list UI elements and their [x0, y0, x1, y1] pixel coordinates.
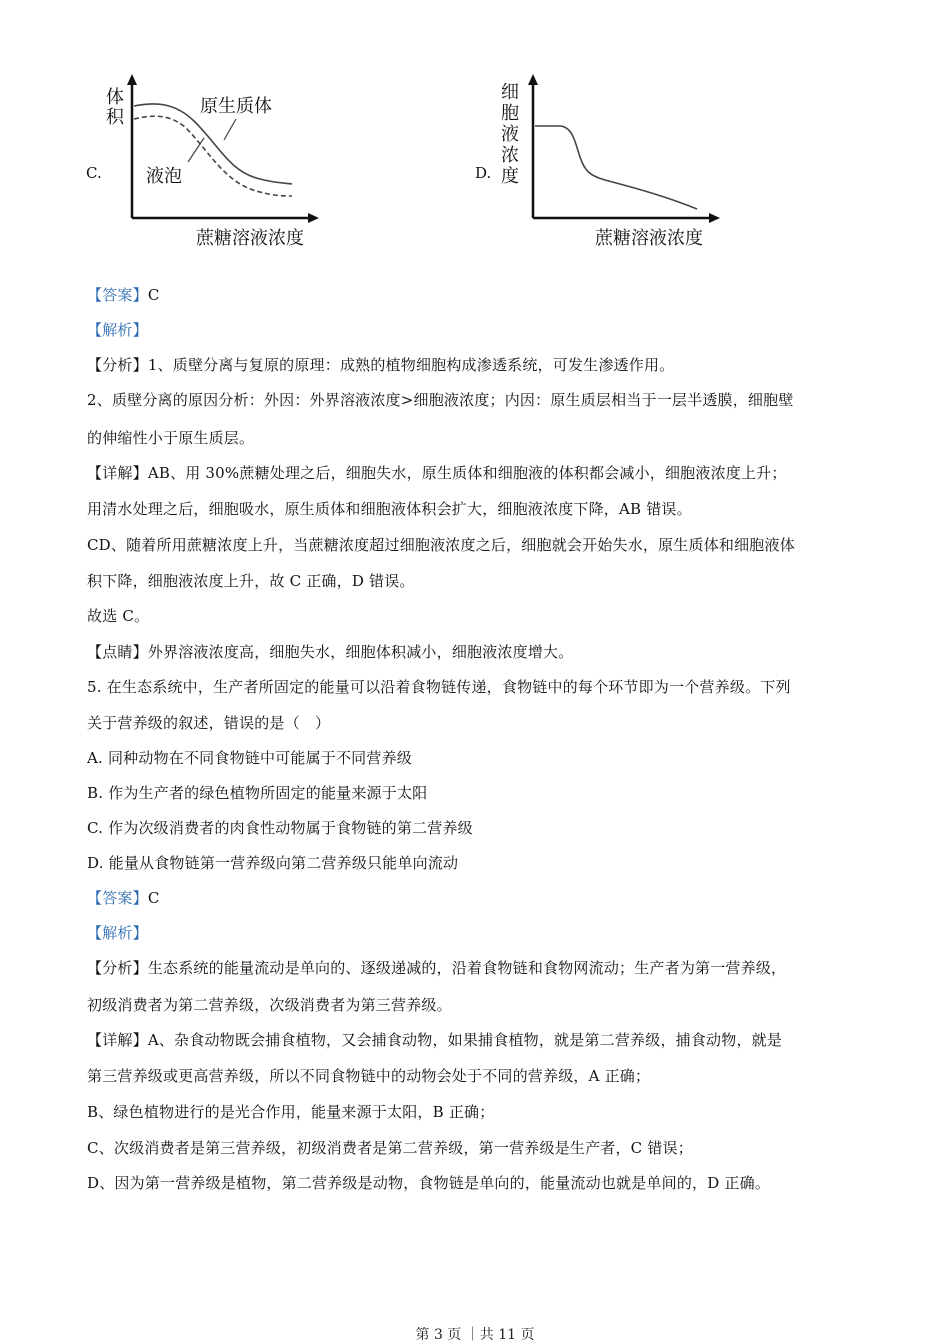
q5-fenxi-line-2: 初级消费者为第二营养级，次级消费者为第三营养级。 [87, 996, 452, 1014]
q4-fenxi-line-2: 2、质壁分离的原因分析：外因：外界溶液浓度>细胞液浓度；内因：原生质层相当于一层半透膜，细胞壁 [87, 391, 794, 409]
q5-option-d: D. 能量从食物链第一营养级向第二营养级只能单向流动 [87, 854, 459, 872]
q4-xiangjie-line-4: 积下降，细胞液浓度上升，故 C 正确，D 错误。 [87, 572, 415, 590]
xiangjie-text: A、杂食动物既会捕食植物，又会捕食动物，如果捕食植物，就是第二营养级，捕食动物，就是 [147, 1031, 783, 1049]
q5-stem-line-1: 5. 在生态系统中，生产者所固定的能量可以沿着食物链传递，食物链中的每个环节即为一个营养级。下列 [87, 678, 791, 696]
q4-analysis-heading [87, 320, 148, 340]
q5-analysis-heading [87, 923, 148, 943]
q4-xiangjie-line-1 [87, 463, 787, 483]
y-axis-label-cell-sap-concentration: 细 胞 液 浓 度 [501, 82, 519, 187]
q4-xiangjie-line-2: 用清水处理之后，细胞吸水，原生质体和细胞液体积会扩大，细胞液浓度下降，AB 错误。 [87, 500, 692, 518]
analysis-tag: 【解析】 [87, 924, 148, 942]
figure-d-concentration-chart [495, 72, 725, 252]
answer-value: C [147, 889, 160, 907]
fenxi-tag: 【分析】 [87, 356, 148, 374]
option-c-label: C. [86, 164, 102, 182]
x-axis-label-sucrose: 蔗糖溶液浓度 [595, 228, 703, 249]
dianjing-tag: 【点睛】 [87, 643, 148, 661]
xiangjie-text: AB、用 30%蔗糖处理之后，细胞失水，原生质体和细胞液的体积都会减小，细胞液浓度上升； [147, 464, 787, 482]
q5-option-b: B. 作为生产者的绿色植物所固定的能量来源于太阳 [87, 784, 428, 802]
q5-xiangjie-line-5: D、因为第一营养级是植物，第二营养级是动物，食物链是单向的，能量流动也就是单间的，D 正确。 [87, 1174, 771, 1192]
q5-fenxi-line-1 [87, 958, 786, 978]
q5-xiangjie-line-2: 第三营养级或更高营养级，所以不同食物链中的动物会处于不同的营养级，A 正确； [87, 1067, 651, 1085]
fenxi-text: 1、质壁分离与复原的原理：成熟的植物细胞构成渗透系统，可发生渗透作用。 [147, 356, 675, 374]
q5-stem-line-2: 关于营养级的叙述，错误的是（ ） [87, 714, 331, 732]
q5-option-a: A. 同种动物在不同食物链中可能属于不同营养级 [87, 749, 412, 767]
page-footer: 第 3 页 ｜共 11 页 [415, 1327, 535, 1343]
xiangjie-tag: 【详解】 [87, 1031, 148, 1049]
dianjing-text: 外界溶液浓度高，细胞失水，细胞体积减小，细胞液浓度增大。 [147, 643, 574, 661]
vacuole-curve-label: 液泡 [146, 166, 182, 187]
analysis-tag: 【解析】 [87, 321, 148, 339]
q4-choose-line: 故选 C。 [87, 607, 150, 625]
answer-value: C [147, 286, 160, 304]
q4-fenxi-line-3: 的伸缩性小于原生质层。 [87, 429, 255, 447]
xiangjie-tag: 【详解】 [87, 464, 148, 482]
q5-xiangjie-line-1 [87, 1030, 782, 1050]
option-d-label: D. [475, 164, 492, 182]
y-axis-label-volume: 体 积 [106, 87, 124, 128]
figure-c-volume-chart [100, 72, 330, 252]
answer-tag: 【答案】 [87, 889, 148, 907]
q5-answer-line [87, 888, 160, 908]
answer-tag: 【答案】 [87, 286, 148, 304]
q5-option-c: C. 作为次级消费者的肉食性动物属于食物链的第二营养级 [87, 819, 473, 837]
q4-fenxi-line-1 [87, 355, 674, 375]
q5-xiangjie-line-4: C、次级消费者是第三营养级，初级消费者是第二营养级，第一营养级是生产者，C 错误； [87, 1139, 693, 1157]
q4-xiangjie-line-3: CD、随着所用蔗糖浓度上升，当蔗糖浓度超过细胞液浓度之后，细胞就会开始失水，原生质体和细胞液体 [87, 536, 795, 554]
x-axis-label-sucrose: 蔗糖溶液浓度 [196, 228, 304, 249]
q4-answer-line [87, 285, 160, 305]
q4-dianjing-line [87, 642, 573, 662]
q5-xiangjie-line-3: B、绿色植物进行的是光合作用，能量来源于太阳，B 正确； [87, 1103, 495, 1121]
fenxi-text: 生态系统的能量流动是单向的、逐级递减的，沿着食物链和食物网流动；生产者为第一营养级， [147, 959, 787, 977]
protoplast-curve-label: 原生质体 [200, 96, 272, 117]
fenxi-tag: 【分析】 [87, 959, 148, 977]
